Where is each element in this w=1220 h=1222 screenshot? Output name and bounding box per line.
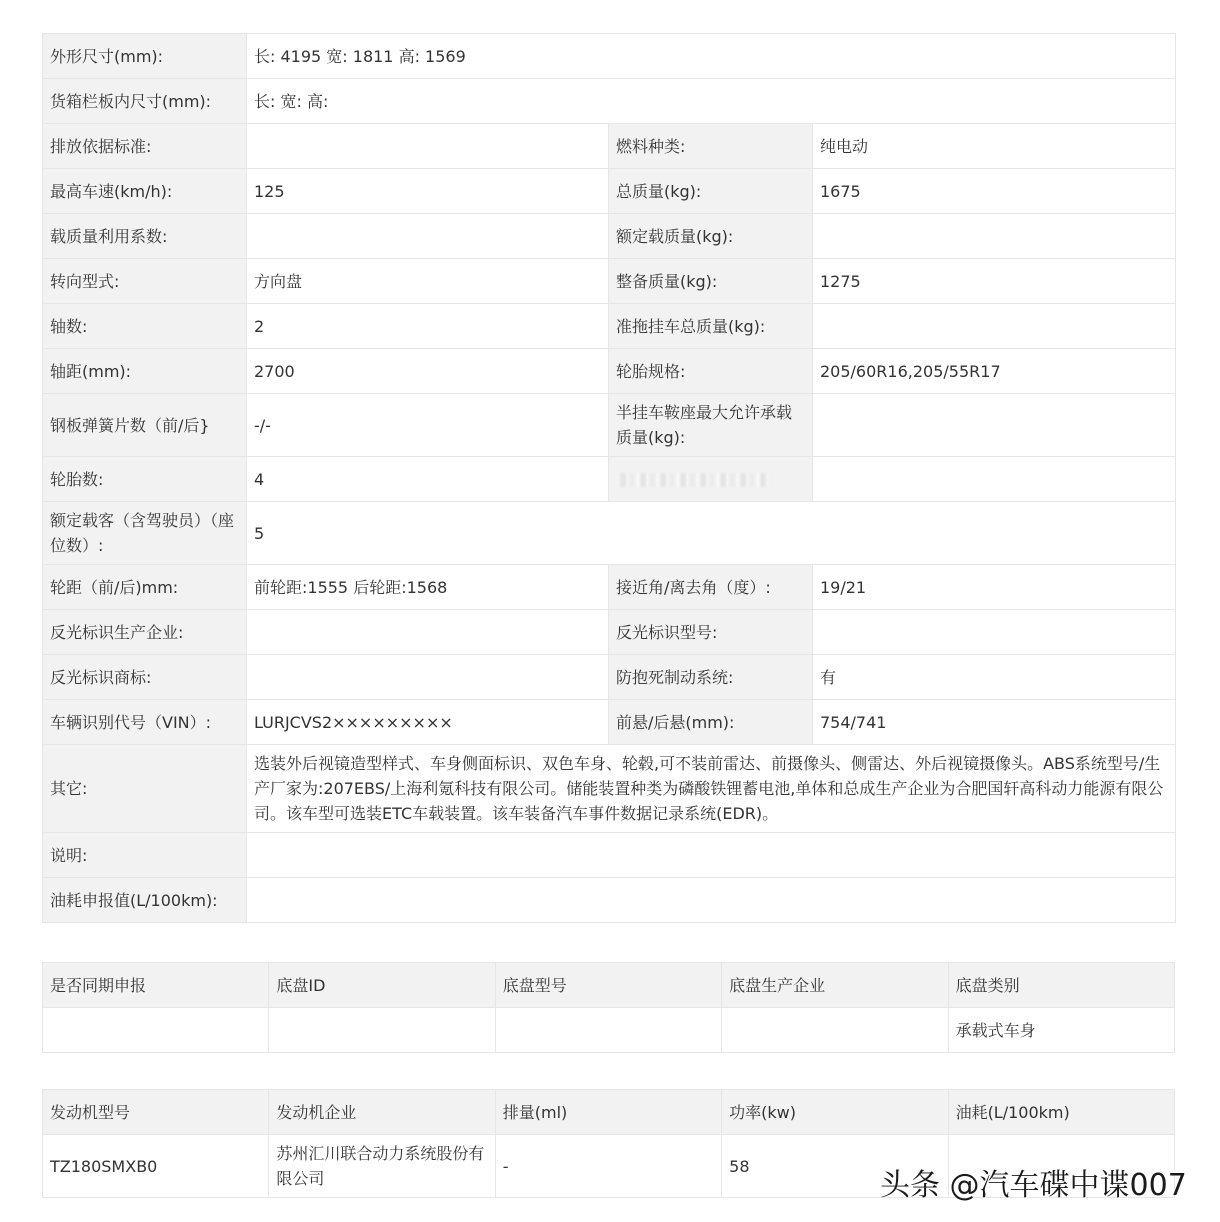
spec-row-reflect-brand: [43, 655, 1176, 700]
overhang-label: 前悬/后悬(mm):: [609, 700, 813, 745]
tire-spec-value: 205/60R16,205/55R17: [813, 349, 1176, 394]
rated-label: 额定载质量(kg):: [609, 214, 813, 259]
chassis-cell: 承载式车身: [948, 1008, 1174, 1053]
track-value: 前轮距:1555 后轮距:1568: [247, 565, 609, 610]
reflect-brand-label: 反光标识商标:: [43, 655, 247, 700]
reflect-maker-label: 反光标识生产企业:: [43, 610, 247, 655]
tires-label: 轮胎数:: [43, 457, 247, 502]
steer-label: 转向型式:: [43, 259, 247, 304]
spec-row-util: [43, 214, 1176, 259]
chassis-table: [42, 962, 1175, 1053]
passengers-label: 额定载客（含驾驶员）（座位数）:: [43, 502, 247, 565]
rated-value: [813, 214, 1176, 259]
blurred-value: [813, 457, 1176, 502]
chassis-header: 底盘类别: [948, 963, 1174, 1008]
chassis-header: 底盘生产企业: [722, 963, 948, 1008]
consumption-value: [247, 878, 1176, 923]
dims-value: 长: 4195 宽: 1811 高: 1569: [247, 34, 1176, 79]
engine-header: 功率(kw): [722, 1090, 948, 1135]
spec-row-reflect-maker: [43, 610, 1176, 655]
engine-cell: 58: [722, 1135, 948, 1198]
chassis-row: [43, 1008, 1175, 1053]
tires-value: 4: [247, 457, 609, 502]
spec-row-other: [43, 745, 1176, 833]
cargo-value: 长: 宽: 高:: [247, 79, 1176, 124]
abs-label: 防抱死制动系统:: [609, 655, 813, 700]
axles-value: 2: [247, 304, 609, 349]
engine-cell: TZ180SMXB0: [43, 1135, 269, 1198]
spec-row-note: [43, 833, 1176, 878]
wheelbase-label: 轴距(mm):: [43, 349, 247, 394]
spec-row-steer: [43, 259, 1176, 304]
engine-cell: 苏州汇川联合动力系统股份有限公司: [269, 1135, 495, 1198]
reflect-brand-value: [247, 655, 609, 700]
cargo-label: 货箱栏板内尺寸(mm):: [43, 79, 247, 124]
spec-row-vin: [43, 700, 1176, 745]
emission-label: 排放依据标准:: [43, 124, 247, 169]
curb-label: 整备质量(kg):: [609, 259, 813, 304]
overhang-value: 754/741: [813, 700, 1176, 745]
util-value: [247, 214, 609, 259]
dims-label: 外形尺寸(mm):: [43, 34, 247, 79]
spec-row-tires: [43, 457, 1176, 502]
fuel-value: 纯电动: [813, 124, 1176, 169]
wheelbase-value: 2700: [247, 349, 609, 394]
abs-value: 有: [813, 655, 1176, 700]
other-value: 选装外后视镜造型样式、车身侧面标识、双色车身、轮毂,可不装前雷达、前摄像头、侧雷达、外后视镜摄像头。ABS系统型号/生产厂家为:207EBS/上海利氪科技有限公司。储能装置种类为磷酸铁锂蓄电池,单体和总成生产企业为合肥国轩高科动力能源有限公司。该车型可选装ETC车载装置。该车装备汽车事件数据记录系统(EDR)。: [247, 745, 1176, 833]
reflect-model-label: 反光标识型号:: [609, 610, 813, 655]
spec-table: [42, 33, 1176, 923]
spec-row-dims: [43, 34, 1176, 79]
chassis-header: 底盘ID: [269, 963, 495, 1008]
note-label: 说明:: [43, 833, 247, 878]
angle-label: 接近角/离去角（度）:: [609, 565, 813, 610]
spec-row-emission: [43, 124, 1176, 169]
gross-label: 总质量(kg):: [609, 169, 813, 214]
watermark: 头条 @汽车碟中谍007: [880, 1168, 1187, 1203]
speed-value: 125: [247, 169, 609, 214]
saddle-label: 半挂车鞍座最大允许承载质量(kg):: [609, 394, 813, 457]
chassis-cell: [43, 1008, 269, 1053]
passengers-value: 5: [247, 502, 1176, 565]
trailer-label: 准拖挂车总质量(kg):: [609, 304, 813, 349]
spec-row-consumption: [43, 878, 1176, 923]
tire-spec-label: 轮胎规格:: [609, 349, 813, 394]
engine-header-row: [43, 1090, 1175, 1135]
chassis-cell: [495, 1008, 721, 1053]
reflect-model-value: [813, 610, 1176, 655]
track-label: 轮距（前/后)mm:: [43, 565, 247, 610]
engine-header: 发动机型号: [43, 1090, 269, 1135]
engine-header: 发动机企业: [269, 1090, 495, 1135]
trailer-value: [813, 304, 1176, 349]
blurred-label: [609, 457, 813, 502]
spec-row-wheelbase: [43, 349, 1176, 394]
saddle-value: [813, 394, 1176, 457]
vin-value: LURJCVS2×××××××××: [247, 700, 609, 745]
engine-cell: -: [495, 1135, 721, 1198]
spec-row-speed: [43, 169, 1176, 214]
spring-label: 钢板弹簧片数（前/后}: [43, 394, 247, 457]
spec-row-passengers: [43, 502, 1176, 565]
consumption-label: 油耗申报值(L/100km):: [43, 878, 247, 923]
emission-value: [247, 124, 609, 169]
gross-value: 1675: [813, 169, 1176, 214]
spec-row-axles: [43, 304, 1176, 349]
spec-row-spring: [43, 394, 1176, 457]
chassis-header: 底盘型号: [495, 963, 721, 1008]
speed-label: 最高车速(km/h):: [43, 169, 247, 214]
chassis-header: 是否同期申报: [43, 963, 269, 1008]
spec-row-cargo: [43, 79, 1176, 124]
engine-header: 排量(ml): [495, 1090, 721, 1135]
axles-label: 轴数:: [43, 304, 247, 349]
note-value: [247, 833, 1176, 878]
other-label: 其它:: [43, 745, 247, 833]
chassis-header-row: [43, 963, 1175, 1008]
chassis-cell: [722, 1008, 948, 1053]
chassis-cell: [269, 1008, 495, 1053]
fuel-label: 燃料种类:: [609, 124, 813, 169]
steer-value: 方向盘: [247, 259, 609, 304]
spring-value: -/-: [247, 394, 609, 457]
angle-value: 19/21: [813, 565, 1176, 610]
blurred-text: [620, 473, 770, 487]
spec-row-track: [43, 565, 1176, 610]
reflect-maker-value: [247, 610, 609, 655]
vin-label: 车辆识别代号（VIN）:: [43, 700, 247, 745]
curb-value: 1275: [813, 259, 1176, 304]
util-label: 载质量利用系数:: [43, 214, 247, 259]
engine-header: 油耗(L/100km): [948, 1090, 1174, 1135]
